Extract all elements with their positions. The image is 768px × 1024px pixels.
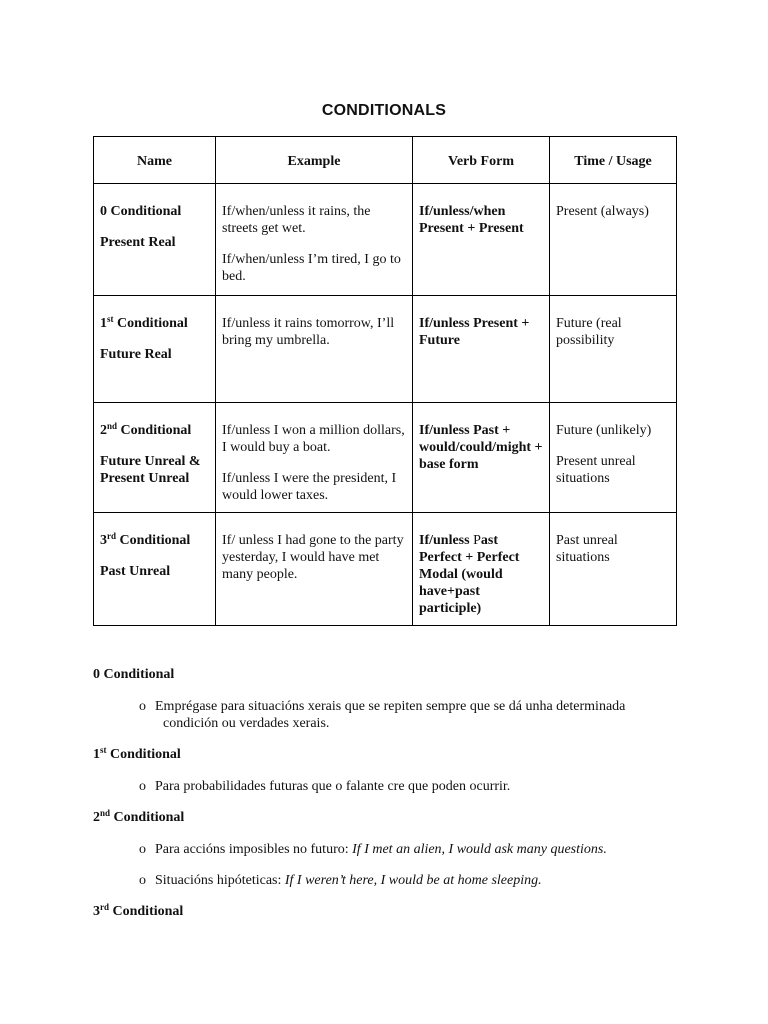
example-text: If/unless I were the president, I would lower taxes. [222,471,397,503]
conditional-subtitle: Future Unreal & Present Unreal [100,454,201,486]
note-text: Emprégase para situacións xerais que se repiten sempre que se dá unha determinada [155,699,626,714]
table-row [94,296,677,403]
list-item [139,841,675,858]
usage-text: Present (always) [556,204,649,219]
header-time-usage: Time / Usage [550,137,677,184]
usage-text: Present unreal situations [556,454,636,486]
cell-example [216,403,413,513]
example-text: If/unless I won a million dollars, I would buy a boat. [222,423,405,455]
notes-section [93,666,693,920]
table-row [94,184,677,296]
note-heading-third: 3rd Conditional [93,902,184,919]
table-row [94,403,677,513]
conditional-subtitle: Present Real [100,235,176,250]
bullet-marker: o [139,842,146,857]
cell-name [94,184,216,296]
header-name: Name [94,137,216,184]
verb-form-text: If/unless Present + Future [419,316,530,348]
cell-verb-form [413,184,550,296]
conditional-name: 2nd Conditional [100,421,192,438]
note-heading-second: 2nd Conditional [93,808,185,825]
list-item [139,778,675,795]
verb-form-text: If/unless Past + would/could/might + base form [419,423,543,472]
cell-verb-form [413,513,550,626]
cell-name [94,296,216,403]
cell-name [94,403,216,513]
example-text: If/when/unless I’m tired, I go to bed. [222,252,401,284]
cell-time-usage [550,184,677,296]
example-text: If/ unless I had gone to the party yesterday, I would have met many people. [222,533,404,582]
header-verb-form: Verb Form [413,137,550,184]
note-heading-zero: 0 Conditional [93,667,175,682]
note-example-italic: If I weren’t here, I would be at home sleeping. [284,873,542,888]
note-example-italic: If I met an alien, I would ask many questions. [352,842,607,857]
cell-example [216,184,413,296]
list-item [139,872,675,889]
verb-form-text: If/unless/when Present + Present [419,204,524,236]
verb-form-text: If/unless Past Perfect + Perfect Modal (would have+past participle) [419,533,520,616]
cell-time-usage [550,513,677,626]
list-item [139,698,675,732]
cell-example [216,296,413,403]
note-heading-first: 1st Conditional [93,745,181,762]
usage-text: Future (unlikely) [556,423,652,438]
usage-text: Future (real possibility [556,316,622,348]
bullet-marker: o [139,699,146,714]
note-text: Para accións imposibles no futuro: [155,842,353,857]
example-text: If/when/unless it rains, the streets get wet. [222,204,371,236]
conditional-name: 1st Conditional [100,314,188,331]
cell-verb-form [413,296,550,403]
note-text: Situacións hipóteticas: [155,873,285,888]
bullet-marker: o [139,779,146,794]
table-row [94,513,677,626]
conditional-subtitle: Past Unreal [100,564,171,579]
conditional-name: 3rd Conditional [100,531,191,548]
note-text: condición ou verdades xerais. [163,716,330,731]
conditionals-table [93,136,677,626]
bullet-marker: o [139,873,146,888]
conditional-name: 0 Conditional [100,204,182,219]
note-text: Para probabilidades futuras que o falante cre que poden ocurrir. [155,779,511,794]
cell-time-usage [550,296,677,403]
document-title: CONDITIONALS [321,102,447,119]
conditional-subtitle: Future Real [100,347,172,362]
example-text: If/unless it rains tomorrow, I’ll bring my umbrella. [222,316,395,348]
table-header-row [94,137,677,184]
cell-name [94,513,216,626]
cell-example [216,513,413,626]
cell-time-usage [550,403,677,513]
cell-verb-form [413,403,550,513]
usage-text: Past unreal situations [556,533,618,565]
header-example: Example [216,137,413,184]
